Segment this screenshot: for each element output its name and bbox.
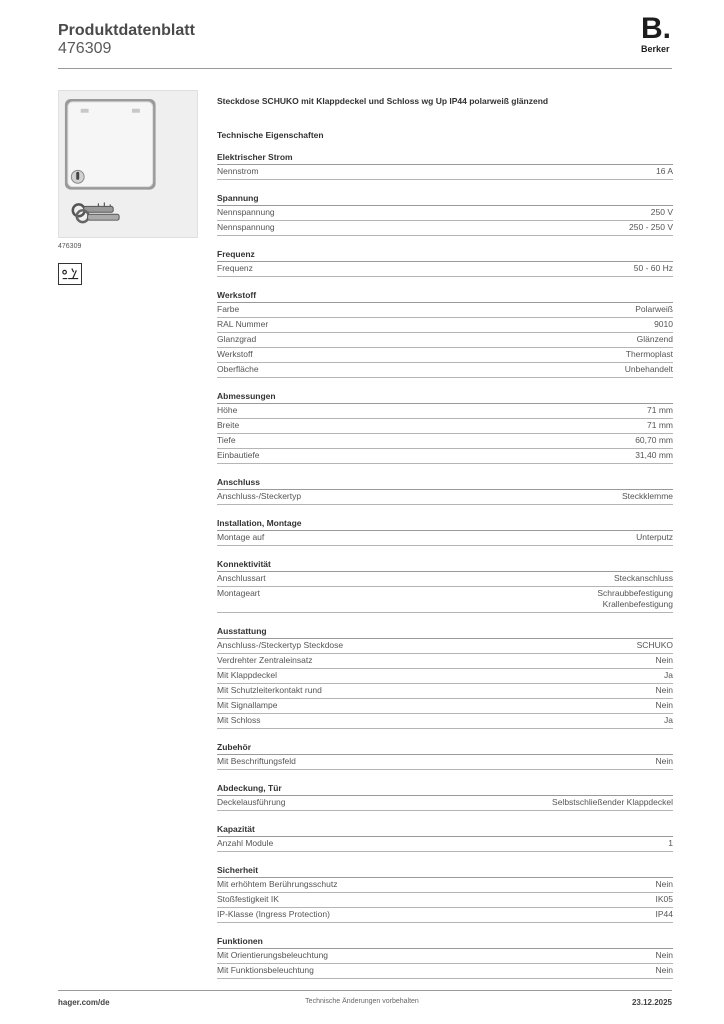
spec-key: Montageart [217, 588, 260, 598]
spec-row [217, 964, 673, 979]
spec-row [217, 449, 673, 464]
spec-section [217, 518, 673, 546]
spec-row [217, 206, 673, 221]
spec-row [217, 434, 673, 449]
spec-section [217, 559, 673, 613]
spec-row [217, 318, 673, 333]
spec-value: 250 - 250 V [629, 222, 673, 232]
spec-value: 9010 [654, 319, 673, 329]
header-divider [58, 68, 672, 69]
spec-value: Nein [655, 655, 673, 665]
spec-key: Frequenz [217, 263, 253, 273]
spec-key: Anschlussart [217, 573, 266, 583]
spec-value: 71 mm [647, 405, 673, 415]
spec-key: Verdrehter Zentraleinsatz [217, 655, 313, 665]
spec-value: Nein [655, 879, 673, 889]
section-title: Spannung [217, 193, 673, 206]
spec-row [217, 333, 673, 348]
spec-value: Ja [664, 670, 673, 680]
spec-value: Nein [655, 950, 673, 960]
spec-key: Stoßfestigkeit IK [217, 894, 279, 904]
spec-key: Höhe [217, 405, 238, 415]
spec-key: Anschluss-/Steckertyp Steckdose [217, 640, 344, 650]
spec-value: 60,70 mm [635, 435, 673, 445]
spec-row [217, 587, 673, 613]
spec-value: Nein [655, 965, 673, 975]
berker-logo [638, 14, 678, 56]
spec-section [217, 783, 673, 811]
section-title: Konnektivität [217, 559, 673, 572]
section-title: Sicherheit [217, 865, 673, 878]
spec-row [217, 165, 673, 180]
footer-disclaimer: Technische Änderungen vorbehalten [305, 998, 419, 1005]
article-number: 476309 [58, 40, 112, 57]
lock-symbol-icon [58, 263, 82, 285]
spec-key: Mit Funktionsbeleuchtung [217, 965, 314, 975]
section-title: Anschluss [217, 477, 673, 490]
spec-row [217, 348, 673, 363]
spec-content [217, 96, 673, 992]
spec-key: IP-Klasse (Ingress Protection) [217, 909, 330, 919]
spec-value: 71 mm [647, 420, 673, 430]
spec-row [217, 684, 673, 699]
spec-key: Mit erhöhtem Berührungsschutz [217, 879, 338, 889]
logo-letter: B. [641, 12, 671, 45]
spec-value: 50 - 60 Hz [633, 263, 673, 273]
spec-value: Steckklemme [621, 491, 673, 501]
spec-value: Thermoplast [625, 349, 673, 359]
spec-row [217, 714, 673, 729]
product-title: Steckdose SCHUKO mit Klappdeckel und Schloss wg Up IP44 polarweiß glänzend [217, 96, 549, 106]
spec-section [217, 626, 673, 729]
spec-section [217, 742, 673, 770]
spec-value: SCHUKO [636, 640, 673, 650]
spec-section [217, 865, 673, 923]
spec-section [217, 936, 673, 979]
spec-value: Unbehandelt [624, 364, 673, 374]
spec-value: 250 V [650, 207, 673, 217]
spec-key: Deckelausführung [217, 797, 286, 807]
spec-key: Tiefe [217, 435, 236, 445]
spec-value: Polarweiß [635, 304, 673, 314]
spec-row [217, 262, 673, 277]
logo-wordmark: Berker [641, 44, 670, 54]
section-title: Abmessungen [217, 391, 673, 404]
spec-section [217, 193, 673, 236]
product-image [58, 90, 198, 238]
spec-row [217, 303, 673, 318]
section-title: Abdeckung, Tür [217, 783, 673, 796]
spec-key: Nennspannung [217, 207, 275, 217]
spec-key: Anschluss-/Steckertyp [217, 491, 302, 501]
section-title: Zubehör [217, 742, 673, 755]
socket-with-hinged-lid-and-lock-icon [59, 91, 197, 237]
spec-key: Farbe [217, 304, 240, 314]
spec-key: Werkstoff [217, 349, 253, 359]
spec-row [217, 639, 673, 654]
spec-value: IP44 [655, 909, 673, 919]
spec-key: Mit Schutzleiterkontakt rund [217, 685, 322, 695]
spec-row [217, 363, 673, 378]
footer-divider [58, 990, 672, 991]
spec-value: Ja [664, 715, 673, 725]
spec-row [217, 699, 673, 714]
spec-value: Steckanschluss [613, 573, 673, 583]
spec-key: Mit Signallampe [217, 700, 278, 710]
spec-key: RAL Nummer [217, 319, 269, 329]
spec-section [217, 249, 673, 277]
spec-key: Nennspannung [217, 222, 275, 232]
image-caption: 476309 [58, 243, 82, 250]
spec-value: 31,40 mm [635, 450, 673, 460]
spec-row [217, 490, 673, 505]
spec-key: Mit Schloss [217, 715, 261, 725]
spec-sections [217, 152, 673, 979]
spec-row [217, 419, 673, 434]
spec-row [217, 404, 673, 419]
spec-key: Glanzgrad [217, 334, 257, 344]
spec-row [217, 755, 673, 770]
spec-section [217, 391, 673, 464]
spec-key: Einbautiefe [217, 450, 260, 460]
spec-key: Anzahl Module [217, 838, 274, 848]
spec-value: Nein [655, 700, 673, 710]
spec-row [217, 531, 673, 546]
section-title: Funktionen [217, 936, 673, 949]
section-title: Ausstattung [217, 626, 673, 639]
spec-row [217, 893, 673, 908]
spec-value: IK05 [655, 894, 673, 904]
spec-section [217, 152, 673, 180]
spec-row [217, 949, 673, 964]
section-title: Installation, Montage [217, 518, 673, 531]
page-title: Produktdatenblatt [58, 22, 195, 39]
section-title: Kapazität [217, 824, 673, 837]
spec-key: Mit Orientierungsbeleuchtung [217, 950, 329, 960]
spec-key: Mit Beschriftungsfeld [217, 756, 296, 766]
spec-row [217, 221, 673, 236]
section-title: Werkstoff [217, 290, 673, 303]
spec-row [217, 796, 673, 811]
spec-section [217, 824, 673, 852]
spec-key: Montage auf [217, 532, 265, 542]
properties-heading: Technische Eigenschaften [217, 130, 324, 140]
spec-value: 1 [668, 838, 673, 848]
spec-value: Unterputz [636, 532, 673, 542]
spec-value: Nein [655, 685, 673, 695]
spec-row [217, 654, 673, 669]
section-title: Elektrischer Strom [217, 152, 673, 165]
section-title: Frequenz [217, 249, 673, 262]
spec-key: Mit Klappdeckel [217, 670, 278, 680]
spec-value: 16 A [655, 166, 673, 176]
spec-value: Glänzend [636, 334, 673, 344]
footer-date: 23.12.2025 [631, 998, 672, 1007]
spec-value: Selbstschließender Klappdeckel [552, 797, 673, 807]
spec-value: Schraubbefestigung Krallenbefestigung [597, 588, 673, 609]
spec-key: Nennstrom [217, 166, 259, 176]
footer-website: hager.com/de [58, 998, 110, 1007]
spec-row [217, 878, 673, 893]
spec-section [217, 477, 673, 505]
spec-row [217, 908, 673, 923]
spec-section [217, 290, 673, 378]
spec-key: Oberfläche [217, 364, 259, 374]
spec-row [217, 669, 673, 684]
spec-key: Breite [217, 420, 240, 430]
spec-value: Nein [655, 756, 673, 766]
spec-row [217, 572, 673, 587]
spec-row [217, 837, 673, 852]
